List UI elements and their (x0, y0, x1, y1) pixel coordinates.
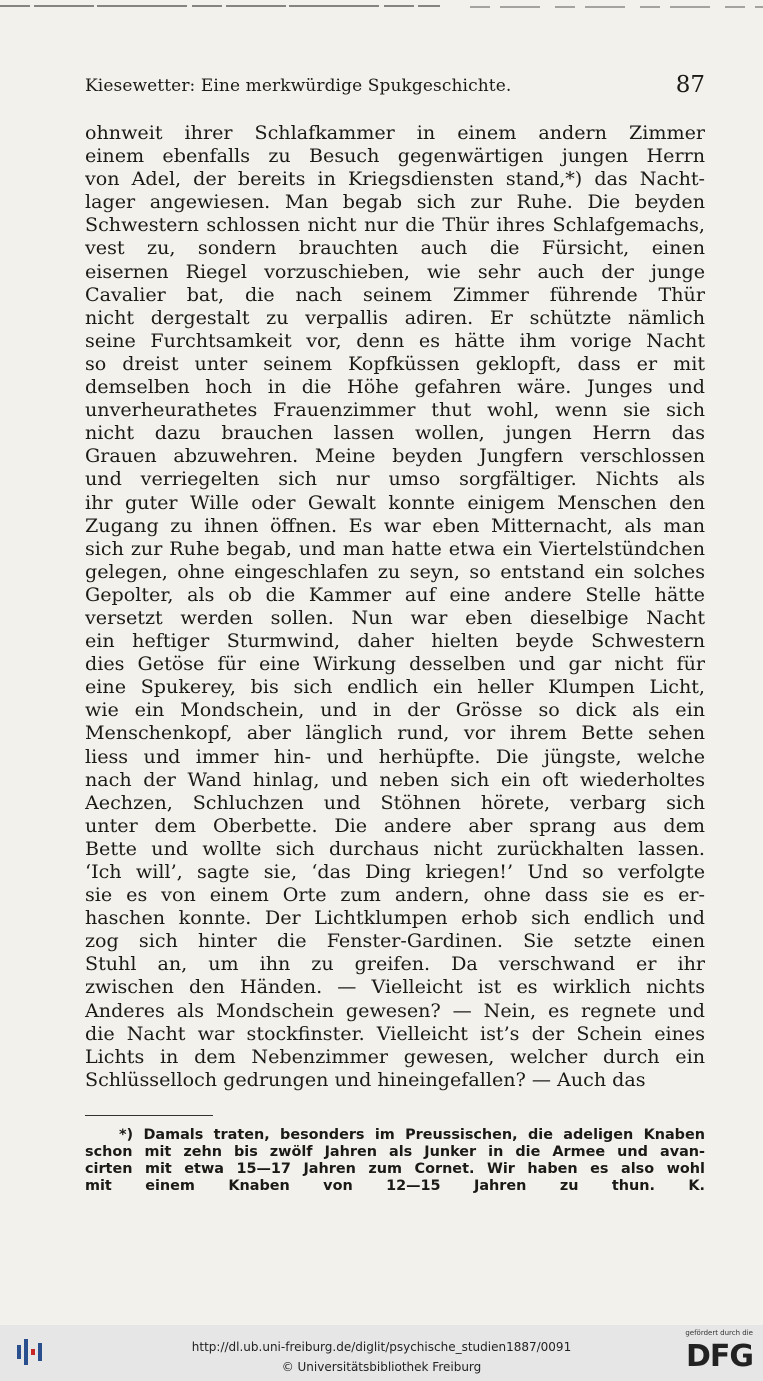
body-line: von Adel, der bereits in Kriegsdiensten stand,*) das Nacht- (85, 167, 705, 191)
body-text (85, 121, 705, 1091)
footnote-rule (85, 1115, 213, 1116)
body-line: Lichts in dem Nebenzimmer gewesen, welcher durch ein (85, 1044, 705, 1068)
sponsor-logo-text: DFG (685, 1339, 753, 1374)
body-line: ‘Ich will’, sagte sie, ‘das Ding kriegen!’ Und so verfolgte (85, 860, 705, 883)
body-line: Aechzen, Schluchzen und Stöhnen hörete, verbarg sich (85, 790, 705, 814)
source-url[interactable]: http://dl.ub.uni-freiburg.de/diglit/psychische_studien1887/0091 (191, 1340, 572, 1354)
body-line: die Nacht war stockfinster. Vielleicht ist’s der Schein eines (85, 1021, 705, 1045)
body-line: demselben hoch in die Höhe gefahren wäre. Junges und (85, 375, 705, 399)
body-line: nicht dergestalt zu verpallis adiren. Er schützte nämlich (85, 305, 705, 329)
body-line: unter dem Oberbette. Die andere aber sprang aus dem (85, 813, 705, 837)
body-line: versetzt werden sollen. Nun war eben dieselbige Nacht (85, 605, 705, 629)
body-line: einem ebenfalls zu Besuch gegenwärtigen jungen Herrn (85, 144, 705, 168)
running-title: Kiesewetter: Eine merkwürdige Spukgeschichte. (85, 76, 512, 96)
body-line: nach der Wand hinlag, und neben sich ein oft wiederholtes (85, 767, 705, 791)
body-line: Schlüsselloch gedrungen und hineingefallen? — Auch das (85, 1067, 646, 1091)
body-line: haschen konnte. Der Lichtklumpen erhob sich endlich und (85, 906, 705, 930)
body-line: unverheurathetes Frauenzimmer thut wohl, wenn sie sich (85, 398, 705, 422)
body-line: Zugang zu ihnen öffnen. Es war eben Mitternacht, als man (85, 513, 705, 537)
body-line: gelegen, ohne eingeschlafen zu seyn, so entstand ein solches (85, 559, 705, 583)
body-line: ein heftiger Sturmwind, daher hielten beyde Schwestern (85, 629, 705, 653)
body-line: wie ein Mondschein, und in der Grösse so dick als ein (85, 698, 705, 722)
body-line: Stuhl an, um ihn zu greifen. Da verschwand er ihr (85, 952, 705, 976)
body-line: und verriegelten sich nur umso sorgfältiger. Nichts als (85, 467, 705, 491)
dfg-logo-icon (673, 1329, 753, 1377)
footnote-line: schon mit zehn bis zwölf Jahren als Junker in die Armee und avan- (85, 1144, 705, 1160)
body-line: so dreist unter seinem Kopfküssen geklopft, dass er mit (85, 351, 705, 375)
body-line: Grauen abzuwehren. Meine beyden Jungfern verschlossen (85, 444, 705, 468)
body-line: seine Furchtsamkeit vor, denn es hätte ihm vorige Nacht (85, 328, 705, 352)
body-line: Gepolter, als ob die Kammer auf eine andere Stelle hätte (85, 582, 705, 606)
body-line: vest zu, sondern brauchten auch die Fürsicht, einen (85, 236, 705, 260)
body-line: ihr guter Wille oder Gewalt konnte einigem Menschen den (85, 490, 705, 514)
body-line: Anderes als Mondschein gewesen? — Nein, es regnete und (85, 998, 705, 1022)
body-line: lager angewiesen. Man begab sich zur Ruhe. Die beyden (85, 190, 705, 214)
body-line: zog sich hinter die Fenster-Gardinen. Sie setzte einen (85, 929, 705, 953)
page-number: 87 (675, 72, 705, 98)
body-line: sie es von einem Orte zum andern, ohne dass sie es er- (85, 883, 705, 907)
footnote (85, 1127, 705, 1195)
viewer-footer (0, 1325, 763, 1381)
sponsor-caption: gefördert durch die (685, 1329, 753, 1337)
body-line: liess und immer hin- und herhüpfte. Die jüngste, welche (85, 744, 705, 768)
top-scan-edge (0, 4, 763, 10)
body-line: Schwestern schlossen nicht nur die Thür ihres Schlafgemachs, (85, 213, 705, 237)
footnote-line: mit einem Knaben von 12—15 Jahren zu thun. K. (85, 1178, 705, 1194)
body-line: dies Getöse für eine Wirkung desselben und gar nicht für (85, 652, 705, 676)
copyright-notice: © Universitätsbibliothek Freiburg (281, 1360, 482, 1374)
body-line: nicht dazu brauchen lassen wollen, jungen Herrn das (85, 421, 705, 445)
body-line: eisernen Riegel vorzuschieben, wie sehr auch der junge (85, 259, 705, 283)
body-line: Bette und wollte sich durchaus nicht zurückhalten lassen. (85, 836, 705, 860)
running-header (85, 72, 705, 102)
body-line: Menschenkopf, aber länglich rund, vor ihrem Bette sehen (85, 721, 705, 745)
body-line: eine Spukerey, bis sich endlich ein heller Klumpen Licht, (85, 675, 705, 699)
body-line: Cavalier bat, die nach seinem Zimmer führende Thür (85, 282, 705, 306)
footnote-line: *) Damals traten, besonders im Preussischen, die adeligen Knaben (119, 1127, 705, 1143)
body-line: sich zur Ruhe begab, und man hatte etwa ein Viertelstündchen (85, 536, 705, 560)
body-line: ohnweit ihrer Schlafkammer in einem andern Zimmer (85, 121, 705, 144)
body-line: zwischen den Händen. — Vielleicht ist es wirklich nichts (85, 975, 705, 999)
footnote-line: cirten mit etwa 15—17 Jahren zum Cornet. Wir haben es also wohl (85, 1161, 705, 1177)
